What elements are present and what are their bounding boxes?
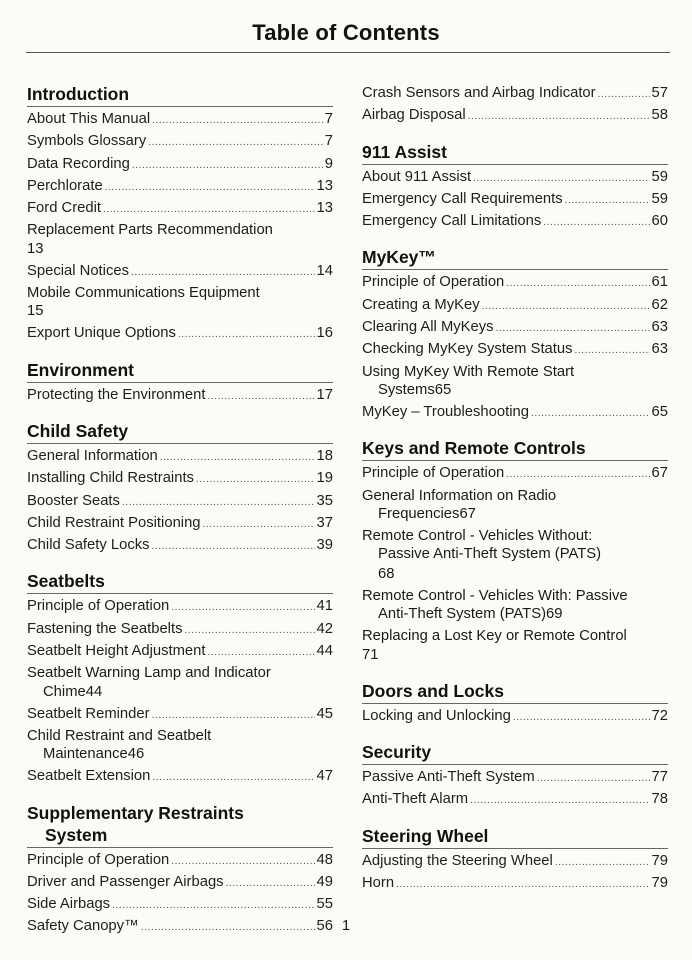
entry-page: 67 [651, 465, 668, 482]
toc-entry[interactable] [362, 851, 668, 873]
entry-page: 18 [316, 447, 333, 464]
toc-entry[interactable] [362, 586, 668, 626]
toc-entry[interactable] [27, 176, 333, 198]
section-title: Security [362, 741, 668, 765]
entry-text: Horn [362, 874, 395, 891]
entry-text: About This Manual [27, 111, 151, 127]
entry-page: 46 [127, 746, 145, 763]
entry-text: Special Notices [27, 262, 129, 279]
entry-page: 79 [651, 852, 668, 869]
dot-leader [470, 791, 649, 811]
section-introduction [27, 83, 333, 346]
dot-leader [131, 263, 315, 283]
section-mykey [362, 246, 668, 424]
toc-entry[interactable] [27, 663, 333, 703]
entry-page: 71 [362, 646, 379, 663]
toc-entry[interactable] [362, 167, 668, 189]
dot-leader [226, 874, 315, 894]
entry-page: 60 [651, 213, 668, 230]
page-number: 1 [341, 917, 351, 934]
section-srs-continued [362, 83, 668, 128]
dot-leader [122, 493, 315, 513]
toc-entry[interactable] [27, 261, 333, 283]
entry-page: 61 [651, 274, 668, 291]
entry-page: 69 [546, 606, 563, 623]
section-keys-remote-controls [362, 437, 668, 666]
entry-text: Airbag Disposal [362, 107, 466, 124]
dot-leader [148, 133, 323, 153]
toc-entry[interactable] [362, 706, 668, 728]
entry-page: 35 [316, 492, 333, 509]
toc-entry[interactable] [362, 339, 668, 361]
section-steering-wheel [362, 825, 668, 896]
toc-entry[interactable] [362, 526, 668, 586]
title-divider [26, 52, 670, 53]
entry-text-cont: Systems [378, 381, 435, 398]
entry-text: Seatbelt Reminder [27, 705, 150, 722]
entry-page: 7 [324, 111, 333, 127]
entry-text: Creating a MyKey [362, 296, 480, 313]
entry-text: Symbols Glossary [27, 133, 147, 150]
toc-entry[interactable] [27, 872, 333, 894]
entry-text: Seatbelt Warning Lamp and Indicator [27, 665, 271, 682]
toc-entry[interactable] [27, 619, 333, 641]
entry-text: Replacement Parts Recommendation [27, 222, 273, 239]
entry-page: 9 [324, 155, 333, 172]
entry-page: 41 [316, 598, 333, 615]
entry-text: Ford Credit [27, 200, 102, 217]
dot-leader [207, 387, 314, 407]
toc-entry[interactable] [27, 513, 333, 535]
dot-leader [160, 448, 315, 468]
entry-page: 39 [316, 537, 333, 554]
toc-entry[interactable] [362, 272, 668, 294]
section-title-line1: Supplementary Restraints [27, 802, 244, 823]
toc-entry[interactable] [27, 596, 333, 618]
entry-page: 37 [316, 514, 333, 531]
dot-leader [152, 537, 315, 557]
entry-text: Mobile Communications Equipment [27, 285, 260, 302]
entry-page: 63 [651, 341, 668, 358]
dot-leader [196, 470, 315, 490]
dot-leader [184, 621, 314, 641]
entry-text: Anti-Theft Alarm [362, 791, 469, 808]
entry-page: 14 [316, 262, 333, 279]
entry-page: 72 [651, 707, 668, 724]
dot-leader [555, 853, 650, 873]
dot-leader [531, 404, 650, 424]
dot-leader [598, 85, 650, 105]
toc-entry[interactable] [362, 486, 668, 526]
entry-page: 57 [651, 85, 668, 101]
section-title: Seatbelts [27, 570, 333, 594]
toc-entry[interactable] [362, 105, 668, 127]
toc-entry[interactable] [362, 211, 668, 233]
section-doors-and-locks [362, 680, 668, 728]
entry-page: 15 [27, 303, 44, 320]
entry-page: 56 [316, 918, 333, 935]
entry-page: 77 [651, 769, 668, 786]
section-seatbelts [27, 570, 333, 788]
entry-page: 62 [651, 296, 668, 313]
entry-page: 58 [651, 107, 668, 124]
dot-leader [112, 896, 314, 916]
toc-entry[interactable] [27, 641, 333, 663]
entry-page: 13 [27, 240, 44, 257]
toc-entry[interactable] [27, 385, 333, 407]
dot-leader [152, 111, 323, 131]
toc-entry[interactable] [27, 109, 333, 131]
dot-leader [178, 325, 315, 345]
entry-page: 63 [651, 319, 668, 336]
entry-text-cont: Maintenance [43, 746, 128, 763]
entry-text: Child Restraint and Seatbelt [27, 727, 212, 744]
toc-entry[interactable] [362, 189, 668, 211]
entry-text: Protecting the Environment [27, 386, 206, 403]
entry-text: Remote Control - Vehicles With: Passive [362, 588, 628, 605]
entry-text: Principle of Operation [27, 598, 170, 615]
toc-entry[interactable] [27, 323, 333, 345]
entry-text: Fastening the Seatbelts [27, 620, 183, 637]
dot-leader [575, 341, 650, 361]
entry-page: 13 [316, 200, 333, 217]
dot-leader [171, 598, 314, 618]
entry-text: MyKey – Troubleshooting [362, 403, 529, 420]
section-911-assist [362, 141, 668, 234]
section-title-line2: System [45, 824, 108, 845]
entry-page: 78 [651, 791, 668, 808]
entry-text: Safety Canopy™ [27, 918, 139, 935]
toc-entry[interactable] [362, 362, 668, 402]
entry-text: Emergency Call Limitations [362, 213, 542, 230]
entry-page: 65 [651, 403, 668, 420]
entry-text: Checking MyKey System Status [362, 341, 573, 358]
entry-page: 79 [651, 874, 668, 891]
toc-entry[interactable] [27, 726, 333, 766]
entry-text: Seatbelt Extension [27, 768, 151, 785]
section-security [362, 741, 668, 812]
entry-text: Booster Seats [27, 492, 120, 509]
toc-entry[interactable] [27, 446, 333, 468]
entry-text: Clearing All MyKeys [362, 319, 494, 336]
section-environment [27, 359, 333, 407]
dot-leader [565, 191, 650, 211]
entry-text: Side Airbags [27, 896, 111, 913]
entry-page: 47 [316, 768, 333, 785]
dot-leader [513, 708, 650, 728]
entry-text: Principle of Operation [362, 465, 505, 482]
entry-text: Crash Sensors and Airbag Indicator [362, 85, 596, 101]
entry-text: Adjusting the Steering Wheel [362, 852, 553, 869]
toc-entry[interactable] [362, 402, 668, 424]
toc-entry[interactable] [362, 767, 668, 789]
entry-page: 67 [459, 505, 476, 522]
entry-page: 19 [316, 470, 333, 487]
entry-page: 59 [651, 190, 668, 207]
dot-leader [152, 706, 315, 726]
dot-leader [537, 769, 650, 789]
toc-entry[interactable] [27, 131, 333, 153]
entry-text: Passive Anti-Theft System [362, 769, 535, 786]
entry-text-cont: Anti-Theft System (PATS) [378, 606, 547, 623]
toc-entry[interactable] [362, 317, 668, 339]
toc-entry[interactable] [362, 295, 668, 317]
toc-entry[interactable] [27, 535, 333, 557]
entry-text: Driver and Passenger Airbags [27, 873, 224, 890]
right-column [362, 83, 668, 908]
entry-text: Child Restraint Positioning [27, 514, 201, 531]
section-title: Introduction [27, 83, 333, 107]
entry-page: 45 [316, 705, 333, 722]
entry-text: Emergency Call Requirements [362, 190, 563, 207]
entry-page: 49 [316, 873, 333, 890]
section-title [27, 802, 333, 848]
entry-page: 7 [324, 133, 333, 150]
page-title: Table of Contents [252, 20, 440, 45]
toc-entry[interactable] [362, 789, 668, 811]
entry-page: 13 [316, 177, 333, 194]
dot-leader [208, 643, 315, 663]
section-title: MyKey™ [362, 246, 668, 270]
dot-leader [506, 465, 649, 485]
dot-leader [506, 274, 649, 294]
entry-page: 16 [316, 325, 333, 342]
section-title: Child Safety [27, 420, 333, 444]
entry-page: 55 [316, 896, 333, 913]
entry-text: About 911 Assist [362, 168, 472, 185]
toc-entry[interactable] [27, 468, 333, 490]
entry-text: Principle of Operation [362, 274, 505, 291]
dot-leader [468, 107, 650, 127]
dot-leader [396, 875, 649, 895]
entry-text-cont: Chime [43, 683, 86, 700]
dot-leader [132, 156, 323, 176]
toc-entry[interactable] [27, 198, 333, 220]
entry-text: Replacing a Lost Key or Remote Control [362, 628, 627, 645]
toc-entry[interactable] [27, 154, 333, 176]
toc-entry[interactable] [362, 873, 668, 895]
dot-leader [543, 213, 649, 233]
entry-text: General Information [27, 447, 158, 464]
dot-leader [105, 178, 315, 198]
entry-page: 17 [316, 386, 333, 403]
dot-leader [152, 768, 314, 788]
entry-text: Using MyKey With Remote Start [362, 363, 575, 380]
entry-text: Installing Child Restraints [27, 470, 194, 487]
toc-entry[interactable] [27, 283, 333, 323]
toc-entry[interactable] [27, 850, 333, 872]
toc-entry[interactable] [362, 83, 668, 105]
toc-entry[interactable] [362, 463, 668, 485]
section-title: Doors and Locks [362, 680, 668, 704]
entry-page: 44 [316, 643, 333, 660]
entry-page: 48 [316, 851, 333, 868]
entry-text-cont: Frequencies [378, 505, 460, 522]
section-title: 911 Assist [362, 141, 668, 165]
toc-entry[interactable] [27, 766, 333, 788]
entry-page: 44 [85, 683, 103, 700]
dot-leader [203, 515, 315, 535]
dot-leader [103, 200, 315, 220]
entry-page: 68 [378, 566, 395, 583]
entry-text: Principle of Operation [27, 851, 170, 868]
entry-text: General Information on Radio [362, 487, 557, 504]
toc-entry[interactable] [27, 894, 333, 916]
toc-entry[interactable] [27, 704, 333, 726]
entry-text: Seatbelt Height Adjustment [27, 643, 206, 660]
left-column [27, 83, 333, 952]
entry-text: Child Safety Locks [27, 537, 150, 554]
entry-text: Perchlorate [27, 177, 103, 194]
toc-entry[interactable] [27, 491, 333, 513]
entry-text-cont: Passive Anti-Theft System (PATS) [378, 546, 602, 563]
entry-page: 65 [434, 381, 452, 398]
dot-leader [473, 169, 649, 189]
entry-page: 42 [316, 620, 333, 637]
section-title: Environment [27, 359, 333, 383]
toc-entry[interactable] [362, 626, 668, 666]
dot-leader [171, 852, 314, 872]
entry-page: 59 [651, 168, 668, 185]
toc-entry[interactable] [27, 220, 333, 260]
entry-text: Locking and Unlocking [362, 707, 511, 724]
entry-text: Export Unique Options [27, 325, 176, 342]
section-child-safety [27, 420, 333, 557]
section-title: Keys and Remote Controls [362, 437, 668, 461]
entry-text: Remote Control - Vehicles Without: [362, 527, 593, 544]
section-title: Steering Wheel [362, 825, 668, 849]
entry-text: Data Recording [27, 155, 130, 172]
dot-leader [482, 297, 650, 317]
dot-leader [496, 319, 650, 339]
